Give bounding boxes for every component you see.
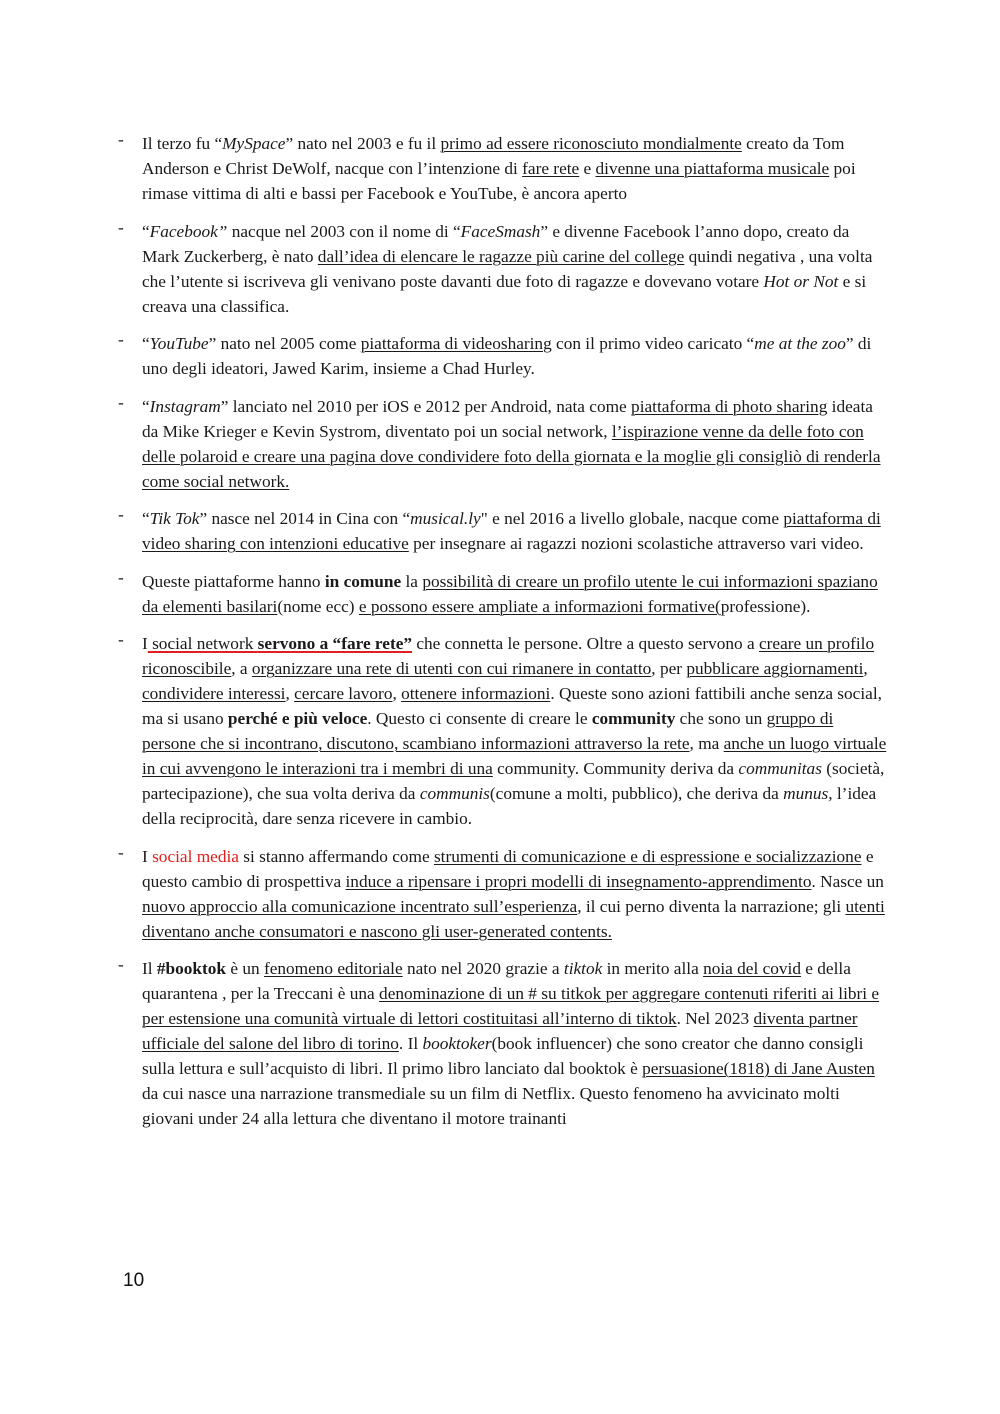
text-segment: divenne una piattaforma musicale: [595, 159, 830, 178]
text-segment: diventa partner ufficiale del salone del libro di torino: [142, 1009, 858, 1053]
text-segment: Il terzo fu “: [142, 134, 223, 153]
list-item: [118, 331, 888, 381]
text-segment: (nome ecc): [277, 596, 359, 616]
text-segment: " e nel 2016 a livello globale, nacque come: [480, 509, 784, 528]
text-segment: piattaforma di video sharing con intenzioni educative: [142, 509, 881, 553]
text-segment: e si creava una classifica.: [142, 271, 867, 316]
text-segment: induce a ripensare i propri modelli di insegnamento-apprendimento: [345, 871, 812, 891]
text-segment: da cui nasce una narrazione transmediale su un film di Netflix. Questo fenomeno ha avvicinato molti giovani under 24 alla lettura che diventano il motore trainanti: [142, 1084, 840, 1128]
text-segment: “: [142, 396, 150, 416]
text-segment: , a: [231, 659, 252, 678]
text-segment: denominazione di un # su titkok per aggregare contenuti riferiti ai libri e per estensione una comunità virtuale di lettori costituitasi all’interno di tiktok: [142, 984, 880, 1028]
text-segment: possibilità di creare un profilo utente le cui informazioni spaziano da elementi basilari: [142, 571, 878, 616]
text-segment: ” e divenne Facebook l’anno dopo, creato da Mark Zuckerberg, è nato: [142, 221, 850, 266]
text-segment: I: [142, 846, 153, 866]
text-segment: #booktok: [156, 959, 227, 978]
list-item: [118, 956, 888, 1131]
text-segment: con il primo video caricato “: [551, 334, 755, 353]
text-segment: booktoker: [422, 1034, 492, 1053]
text-segment: creato da Tom Anderson e Christ DeWolf, nacque con l’intenzione di: [142, 134, 845, 178]
text-segment: FaceSmash: [460, 221, 541, 241]
text-segment: (book influencer) che sono creator che danno consigli sulla lettura e sull’acquisto di libri. Il primo libro lanciato dal booktok è: [142, 1034, 864, 1078]
text-segment: “: [142, 221, 150, 241]
text-segment: la: [401, 571, 423, 591]
text-segment: ” di uno degli ideatori, Jawed Karim, insieme a Chad Hurley.: [142, 334, 872, 378]
text-segment: perché e più veloce: [227, 709, 368, 728]
bullet-dash: -: [118, 330, 124, 349]
text-segment: professione).: [720, 596, 811, 616]
text-segment: YouTube: [149, 334, 209, 353]
text-segment: strumenti di comunicazione e di espressione e socializzazione: [433, 846, 862, 866]
text-segment: , il cui perno diventa la narrazione; gli: [577, 896, 846, 916]
text-segment: tiktok: [563, 959, 603, 978]
text-segment: . Il: [398, 1034, 423, 1053]
text-segment: poi rimase vittima di alti e bassi per Facebook e YouTube, è ancora aperto: [142, 159, 856, 203]
text-segment: che connetta le persone. Oltre a questo servono a: [412, 634, 759, 653]
text-segment: musical.ly: [410, 509, 481, 528]
text-segment: servono a “fare rete”: [257, 634, 413, 653]
text-segment: e questo cambio di prospettiva: [142, 846, 874, 891]
list-item: [118, 394, 888, 494]
text-segment: me at the zoo: [754, 334, 846, 353]
text-segment: anche un luogo virtuale in cui avvengono le interazioni tra i membri di una: [142, 734, 887, 778]
text-segment: nuovo approccio alla comunicazione incentrato sull’esperienza: [142, 896, 578, 916]
bullet-dash: -: [118, 567, 124, 587]
text-segment: piattaforma di photo sharing: [631, 396, 828, 416]
text-segment: community. Community deriva da: [492, 759, 739, 778]
bullet-dash: -: [118, 392, 124, 412]
text-segment: è un: [226, 959, 264, 978]
text-segment: in merito alla: [602, 959, 704, 978]
text-segment: Hot or Not: [763, 271, 839, 291]
text-segment: piattaforma di videosharing: [360, 334, 552, 353]
text-segment: l’idea della reciprocità, dare senza ricevere in cambio.: [142, 784, 877, 828]
text-segment: nacque nel 2003 con il nome di “: [227, 221, 461, 241]
text-segment: I: [142, 634, 148, 653]
text-segment: Tik Tok: [149, 509, 200, 528]
text-segment: ” nato nel 2003 e fu il: [285, 134, 441, 153]
text-segment: “: [142, 509, 150, 528]
text-segment: in comune: [324, 571, 402, 591]
text-segment: . Nel 2023: [676, 1009, 754, 1028]
list-item: [118, 219, 888, 319]
text-segment: communitas: [738, 759, 822, 778]
page-number: 10: [123, 1270, 145, 1291]
text-segment: Il: [142, 959, 157, 978]
text-segment: ” lanciato nel 2010 per iOS e 2012 per Android, nata come: [220, 396, 632, 416]
text-segment: creare un profilo riconoscibile: [142, 634, 875, 678]
text-segment: communis: [419, 784, 490, 803]
text-segment: gruppo di persone che si incontrano, discutono, scambiano informazioni attraverso la rete: [142, 709, 834, 753]
text-segment: Instagram: [149, 396, 221, 416]
text-segment: primo ad essere riconosciuto mondialmente: [440, 134, 742, 153]
text-segment: dall’idea di elencare le ragazze più carine del college: [317, 246, 685, 266]
text-segment: (società, partecipazione), che sua volta deriva da: [142, 759, 885, 803]
list-item: [118, 131, 888, 206]
text-segment: fare rete: [522, 159, 580, 178]
bullet-list: [118, 131, 888, 1144]
list-item: [118, 631, 888, 831]
text-segment: (comune a molti, pubblico), che deriva da: [489, 784, 784, 803]
text-segment: quindi negativa , una volta che l’utente si iscriveva gli venivano poste davanti due foto di ragazze e dovevano votare: [142, 246, 873, 291]
text-segment: Facebook”: [149, 221, 228, 241]
text-segment: . Questo ci consente di creare le: [367, 709, 592, 728]
text-segment: noia del covid: [703, 959, 801, 978]
text-segment: cercare lavoro: [294, 684, 393, 703]
text-segment: social network: [147, 634, 258, 653]
bullet-dash: -: [118, 217, 124, 237]
text-segment: pubblicare aggiornamenti: [686, 659, 864, 678]
text-segment: fenomeno editoriale: [263, 959, 403, 978]
text-segment: munus,: [783, 784, 833, 803]
text-segment: utenti diventano anche consumatori e nascono gli user-generated contents.: [142, 896, 885, 941]
text-segment: ” nasce nel 2014 in Cina con “: [199, 509, 411, 528]
text-segment: MySpace: [222, 134, 286, 153]
text-segment: nato nel 2020 grazie a: [402, 959, 564, 978]
bullet-dash: -: [118, 842, 124, 862]
list-item: [118, 844, 888, 944]
text-segment: ,: [392, 684, 402, 703]
text-segment: . Queste sono azioni fattibili anche senza social, ma si usano: [142, 684, 882, 728]
text-segment: si stanno affermando come: [238, 846, 434, 866]
bullet-dash: -: [118, 130, 124, 149]
text-segment: . Nasce un: [811, 871, 884, 891]
text-segment: e della quarantena , per la Treccani è una: [142, 959, 851, 1003]
text-segment: ottenere informazioni: [401, 684, 551, 703]
text-segment: “: [142, 334, 150, 353]
text-segment: e possono essere ampliate a informazioni formative(: [358, 596, 721, 616]
text-segment: , ma: [689, 734, 724, 753]
list-item: [118, 506, 888, 556]
text-segment: per insegnare ai ragazzi nozioni scolastiche attraverso vari video.: [408, 534, 864, 553]
text-segment: , per: [651, 659, 687, 678]
text-segment: condividere interessi: [142, 684, 286, 703]
text-segment: l’ispirazione venne da delle foto con delle polaroid e creare una pagina dove condividere foto della giornata e la moglie gli consigliò di renderla come social network.: [142, 421, 881, 491]
text-segment: ideata da Mike Krieger e Kevin Systrom, diventato poi un social network,: [142, 396, 873, 441]
text-segment: che sono un: [675, 709, 767, 728]
text-segment: community: [591, 709, 676, 728]
text-segment: social media: [152, 846, 239, 866]
text-segment: Queste piattaforme hanno: [142, 571, 325, 591]
list-item: [118, 569, 888, 619]
text-segment: ,: [863, 659, 868, 678]
text-segment: ” nato nel 2005 come: [208, 334, 361, 353]
bullet-dash: -: [118, 505, 124, 524]
text-segment: e: [579, 159, 596, 178]
text-segment: organizzare una rete di utenti con cui rimanere in contatto: [251, 659, 652, 678]
bullet-dash: -: [118, 630, 124, 649]
text-segment: ,: [285, 684, 295, 703]
text-segment: persuasione(1818) di Jane Austen: [642, 1059, 875, 1078]
bullet-dash: -: [118, 955, 124, 974]
